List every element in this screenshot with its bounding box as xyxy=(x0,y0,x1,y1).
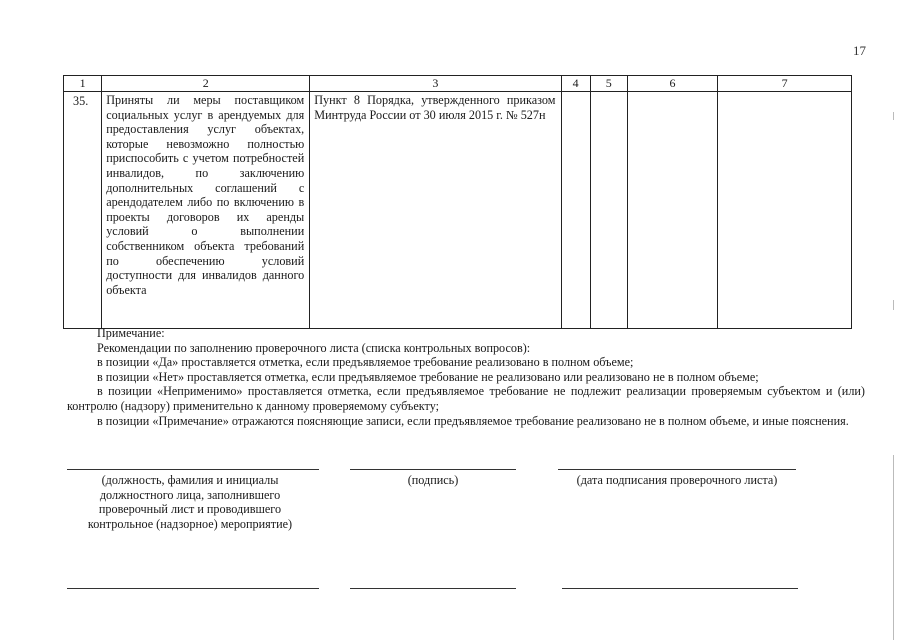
notes-intro: Рекомендации по заполнению проверочного листа (списка контрольных вопросов): xyxy=(97,340,531,355)
header-col-7: 7 xyxy=(718,76,852,92)
row-cell-yes[interactable] xyxy=(561,92,590,329)
checklist-table xyxy=(63,75,852,329)
bottom-line-3 xyxy=(562,588,798,589)
date-signature-line xyxy=(558,469,796,470)
position-signature-line xyxy=(67,469,319,470)
row-reference: Пункт 8 Порядка, утвержденного приказом Минтруда России от 30 июля 2015 г. № 527н xyxy=(310,92,561,329)
signature-caption: (подпись) xyxy=(407,473,459,487)
scan-gutter-mark xyxy=(893,300,894,310)
table-row xyxy=(64,92,852,329)
header-col-2: 2 xyxy=(102,76,310,92)
position-caption: (должность, фамилия и инициалы должностного лица, заполнившего проверочный лист и проводившего контрольное (надзорное) мероприятие) xyxy=(87,473,293,531)
row-question: Приняты ли меры поставщиком социальных услуг в арендуемых для предоставления услуг объектах, которые невозможно полностью приспособить с учетом потребностей инвалидов, по заключению дополнительных соглашений с арендодателем либо по включению в проекты договоров их аренды условий о выполнении собственником объекта требований по обеспечению условий доступности для инвалидов данного объекта xyxy=(102,92,310,329)
row-cell-not-applicable[interactable] xyxy=(627,92,717,329)
row-cell-note[interactable] xyxy=(718,92,852,329)
table-header-row xyxy=(64,76,852,92)
scan-gutter-mark xyxy=(893,112,894,120)
header-col-3: 3 xyxy=(310,76,561,92)
date-caption: (дата подписания проверочного листа) xyxy=(576,473,778,487)
notes-block xyxy=(67,326,865,428)
scan-gutter-mark xyxy=(893,455,894,640)
signature-line xyxy=(350,469,516,470)
notes-item-no: в позиции «Нет» проставляется отметка, если предъявляемое требование не реализовано или реализовано не в полном объеме; xyxy=(97,369,759,384)
notes-item-yes: в позиции «Да» проставляется отметка, если предъявляемое требование реализовано в полном объеме; xyxy=(97,355,634,370)
notes-item-not-applicable: в позиции «Неприменимо» проставляется отметка, если предъявляемое требование не подлежит реализации проверяемым субъектом и (или) контролю (надзору) применительно к данному проверяемому субъекту; xyxy=(67,384,865,413)
page-number: 17 xyxy=(853,43,866,58)
notes-item-note: в позиции «Примечание» отражаются поясняющие записи, если предъявляемое требование реализовано не в полном объеме, и иные пояснения. xyxy=(97,413,849,428)
header-col-5: 5 xyxy=(590,76,627,92)
row-number: 35. xyxy=(64,92,102,329)
header-col-1: 1 xyxy=(64,76,102,92)
bottom-line-2 xyxy=(350,588,516,589)
bottom-line-1 xyxy=(67,588,319,589)
notes-title: Примечание: xyxy=(97,326,165,340)
header-col-4: 4 xyxy=(561,76,590,92)
row-cell-no[interactable] xyxy=(590,92,627,329)
header-col-6: 6 xyxy=(627,76,717,92)
